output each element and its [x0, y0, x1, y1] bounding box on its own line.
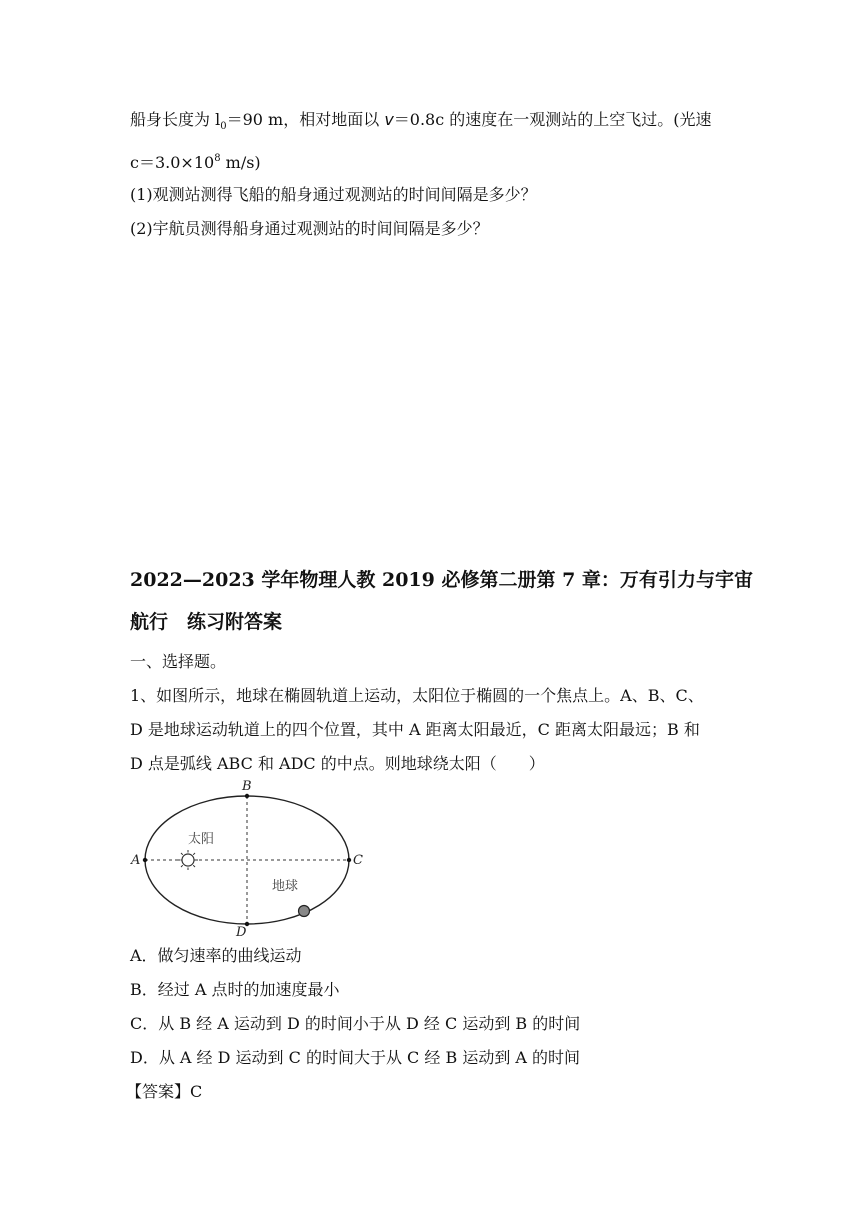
option-c: C．从 B 经 A 运动到 D 的时间小于从 D 经 C 运动到 B 的时间	[130, 1014, 581, 1033]
length-subscript: 0	[220, 121, 227, 133]
problem-line-2-part-b: m/s)	[220, 153, 261, 172]
label-b: B	[242, 779, 252, 794]
problem-line-1	[130, 110, 712, 137]
problem-line-1-part-b: ＝90 m，相对地面以	[226, 110, 385, 129]
exponent: 8	[214, 153, 221, 164]
problem-line-2	[130, 153, 261, 173]
question-1-line-1: 1、如图所示，地球在椭圆轨道上运动，太阳位于椭圆的一个焦点上。A、B、C、	[130, 686, 704, 705]
option-d: D．从 A 经 D 运动到 C 的时间大于从 C 经 B 运动到 A 的时间	[130, 1048, 581, 1067]
sub-question-1: (1)观测站测得飞船的船身通过观测站的时间间隔是多少？	[130, 185, 537, 204]
label-d: D	[236, 925, 247, 936]
option-b: B．经过 A 点时的加速度最小	[130, 980, 340, 999]
section-title-line-1: 2022—2023 学年物理人教 2019 必修第二册第 7 章：万有引力与宇宙	[130, 569, 753, 591]
question-1-line-2: D 是地球运动轨道上的四个位置，其中 A 距离太阳最近，C 距离太阳最远；B 和	[130, 720, 700, 739]
earth-icon	[299, 906, 310, 917]
part-heading: 一、选择题。	[130, 652, 227, 671]
point-c-dot	[347, 858, 351, 862]
question-1-line-3: D 点是弧线 ABC 和 ADC 的中点。则地球绕太阳（ ）	[130, 754, 545, 773]
orbit-figure	[128, 776, 368, 936]
sun-label: 太阳	[188, 832, 215, 847]
answer: 【答案】C	[126, 1082, 203, 1101]
section-title-line-2: 航行 练习附答案	[130, 611, 283, 633]
problem-line-1-part-c: ＝0.8c 的速度在一观测站的上空飞过。(光速	[393, 110, 712, 129]
sub-question-2: (2)宇航员测得船身通过观测站的时间间隔是多少？	[130, 219, 489, 238]
point-a-dot	[143, 858, 147, 862]
problem-line-2-part-a: c＝3.0×10	[130, 153, 215, 172]
label-a: A	[131, 853, 141, 868]
option-a: A．做匀速率的曲线运动	[130, 946, 302, 965]
label-c: C	[353, 853, 363, 868]
earth-label: 地球	[272, 879, 299, 894]
point-b-dot	[245, 794, 249, 798]
velocity-symbol: v	[384, 110, 394, 129]
problem-line-1-part-a: 船身长度为 l	[130, 110, 221, 129]
